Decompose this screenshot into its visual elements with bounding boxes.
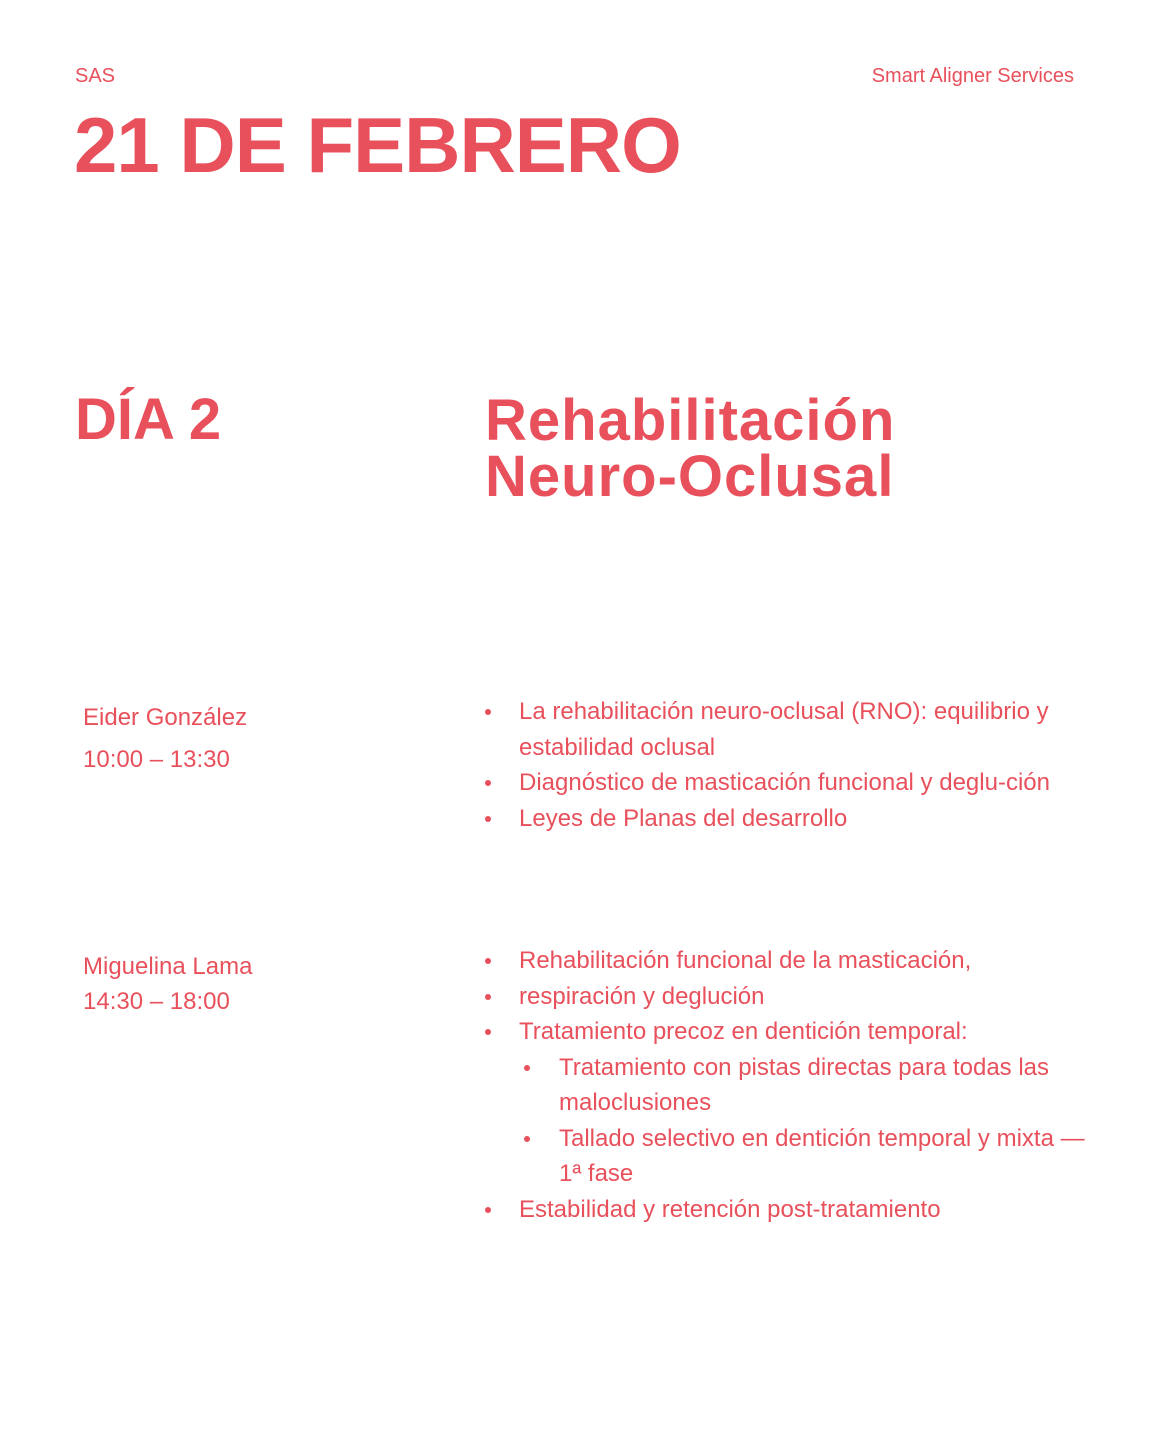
bullet-icon [485, 994, 491, 1000]
bullet-icon [485, 1029, 491, 1035]
list-item: respiración y deglución [485, 979, 1085, 1015]
list-item: Rehabilitación funcional de la masticación, [485, 943, 1085, 979]
session-2-speaker: Miguelina Lama [83, 953, 253, 980]
list-item: Diagnóstico de masticación funcional y deglu-ción [485, 765, 1085, 801]
day-label: DÍA 2 [75, 387, 222, 452]
session-1-topics [485, 694, 1085, 836]
bullet-icon [485, 816, 491, 822]
list-item: Tratamiento precoz en dentición temporal: Tratamiento con pistas directas para todas las maloclusiones Tallado selectivo en dentición temporal y mixta — 1ª fase [485, 1014, 1085, 1192]
brand-full: Smart Aligner Services [871, 65, 1074, 87]
bullet-icon [485, 780, 491, 786]
list-item: Tallado selectivo en dentición temporal y mixta — 1ª fase [519, 1121, 1085, 1192]
session-2-subtopics [519, 1050, 1085, 1192]
bullet-icon [485, 1207, 491, 1213]
topic-title-line2: Neuro-Oclusal [485, 444, 895, 509]
session-2-time: 14:30 – 18:00 [83, 988, 230, 1015]
bullet-icon [485, 958, 491, 964]
topic-title-line1: Rehabilitación [485, 388, 896, 453]
session-1-time: 10:00 – 13:30 [83, 746, 230, 773]
bullet-icon [524, 1065, 530, 1071]
list-item: Leyes de Planas del desarrollo [485, 801, 1085, 837]
brand-short: SAS [75, 65, 116, 87]
list-item: La rehabilitación neuro-oclusal (RNO): equilibrio y estabilidad oclusal [485, 694, 1085, 765]
list-item: Tratamiento con pistas directas para todas las maloclusiones [519, 1050, 1085, 1121]
date-title: 21 DE FEBRERO [74, 101, 681, 189]
bullet-icon [485, 709, 491, 715]
bullet-icon [524, 1136, 530, 1142]
session-1-speaker: Eider González [83, 704, 248, 731]
session-2-topics [485, 943, 1085, 1227]
list-item: Estabilidad y retención post-tratamiento [485, 1192, 1085, 1228]
session-1-speaker-block [83, 697, 247, 781]
session-2-speaker-block [83, 949, 252, 1019]
topic-title [485, 388, 896, 509]
